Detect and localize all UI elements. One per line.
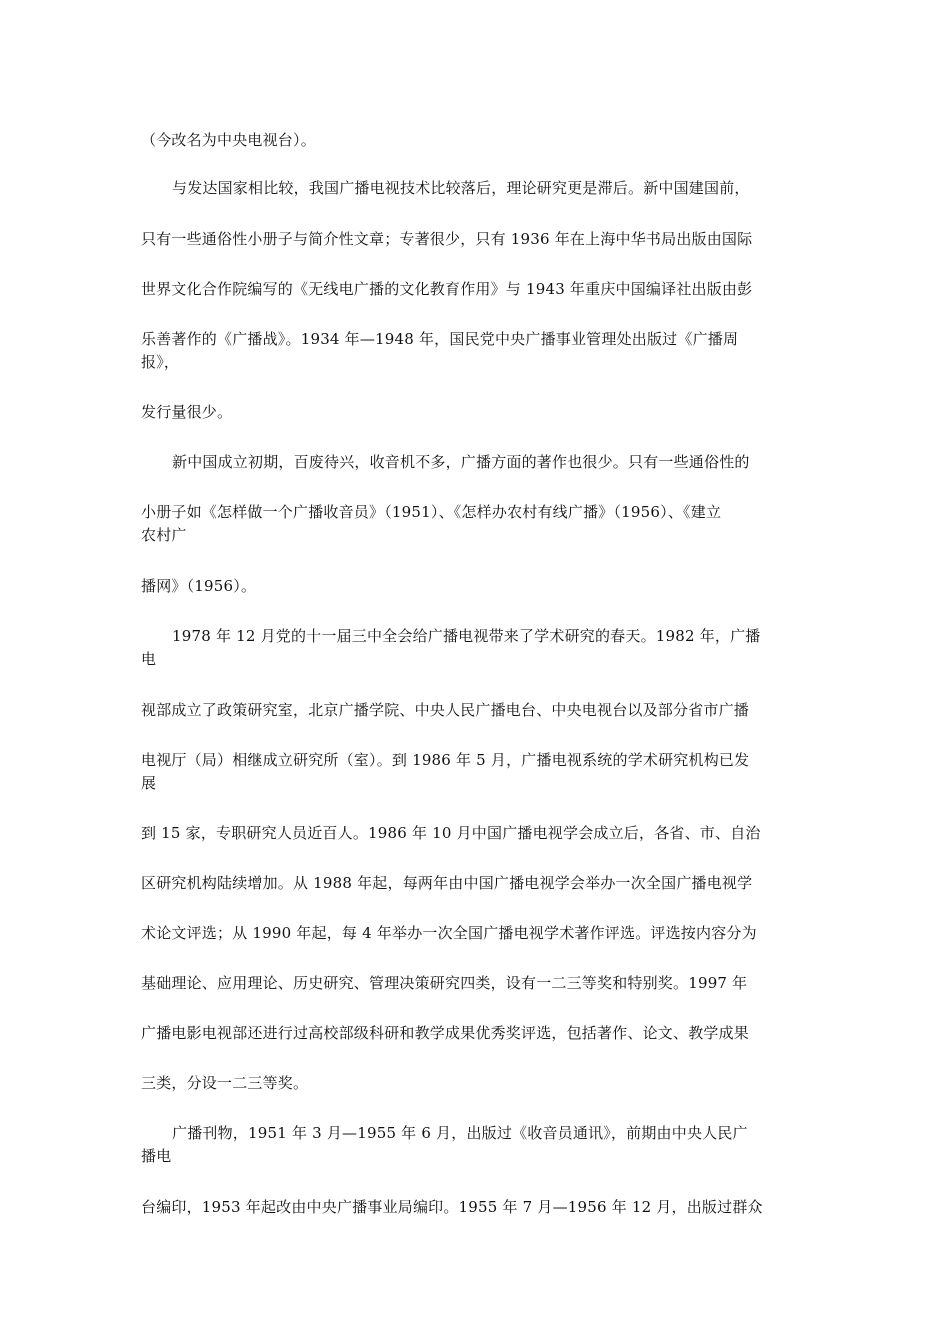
text-line: 农村广 [141, 526, 187, 544]
text-line: （今改名为中央电视台）。 [141, 131, 316, 149]
text-line: 展 [141, 774, 157, 792]
text-line: 三类，分设一二三等奖。 [141, 1074, 309, 1092]
text-line: 小册子如《怎样做一个广播收音员》（1951）、《怎样办农村有线广播》（1956）、《建立 [141, 503, 722, 521]
text-line: 台编印，1953 年起改由中央广播事业局编印。1955 年 7 月—1956 年 12 月，出版过群众 [141, 1198, 763, 1216]
text-line: 报》， [141, 353, 180, 371]
text-line: 区研究机构陆续增加。从 1988 年起，每两年由中国广播电视学会举办一次全国广播电视学 [141, 874, 753, 892]
text-line: 世界文化合作院编写的《无线电广播的文化教育作用》与 1943 年重庆中国编译社出版由彭 [141, 280, 753, 298]
text-line: 发行量很少。 [141, 403, 233, 421]
text-line: 广播电影电视部还进行过高校部级科研和教学成果优秀奖评选，包括著作、论文、教学成果 [141, 1024, 750, 1042]
text-line: 基础理论、应用理论、历史研究、管理决策研究四类，设有一二三等奖和特别奖。1997 年 [141, 974, 748, 992]
text-line: 电视厅（局）相继成立研究所（室）。到 1986 年 5 月，广播电视系统的学术研究机构已发 [141, 751, 750, 769]
paragraph-first-line: 与发达国家相比较，我国广播电视技术比较落后，理论研究更是滞后。新中国建国前， [172, 179, 750, 197]
paragraph-first-line: 1978 年 12 月党的十一届三中全会给广播电视带来了学术研究的春天。1982 年，广播 [172, 627, 761, 645]
text-line: 视部成立了政策研究室，北京广播学院、中央人民广播电台、中央电视台以及部分省市广播 [141, 701, 750, 719]
text-line: 术论文评选；从 1990 年起，每 4 年举办一次全国广播电视学术著作评选。评选按内容分为 [141, 924, 757, 942]
text-line: 到 15 家，专职研究人员近百人。1986 年 10 月中国广播电视学会成立后，各省、市、自治 [141, 824, 761, 842]
text-line: 播电 [141, 1147, 172, 1165]
text-line: 乐善著作的《广播战》。1934 年—1948 年，国民党中央广播事业管理处出版过《广播周 [141, 330, 739, 348]
text-line: 只有一些通俗性小册子与简介性文章；专著很少，只有 1936 年在上海中华书局出版由国际 [141, 230, 753, 248]
text-line: 电 [141, 650, 157, 668]
paragraph-first-line: 广播刊物，1951 年 3 月—1955 年 6 月，出版过《收音员通讯》，前期由中央人民广 [172, 1124, 748, 1142]
paragraph-first-line: 新中国成立初期，百废待兴，收音机不多，广播方面的著作也很少。只有一些通俗性的 [172, 453, 750, 471]
text-line: 播网》（1956）。 [141, 577, 257, 595]
